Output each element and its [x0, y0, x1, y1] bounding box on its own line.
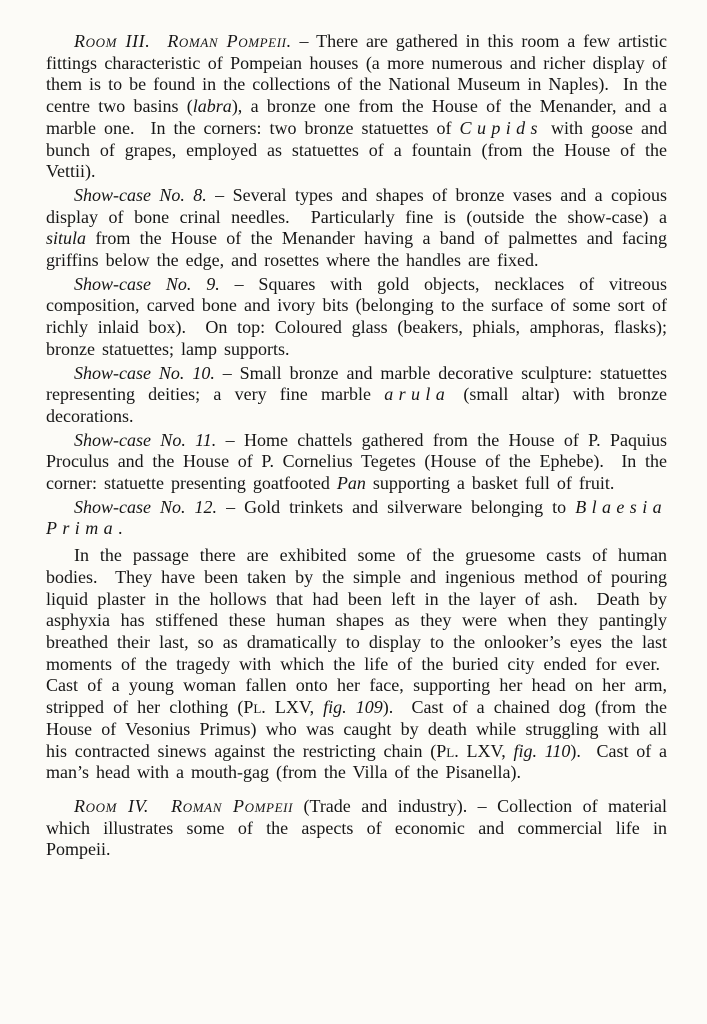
text-run: – Small bronze and marble decorative sculpture: statuettes representing deities; a very fine marble — [46, 362, 667, 405]
text-run: In the passage there are exhibited some of the gruesome casts of human bodies. They have been taken by the simple and ingenious method of pouring liquid plaster in the hollows that had been left in the layer of ash. Death by asphyxia has stiffened these human shapes as they were when they pantingly breathed their last, so as dramatically to display to the onlooker’s eyes the last moments of the tragedy with which the life of the buried city ended for ever. Cast of a young woman fallen onto her face, supporting her head on her arm, stripped of her clothing ( — [46, 545, 667, 718]
text-run: with goose and bunch of grapes, employed as statuettes of a fountain (from the House of the Vettii). — [46, 117, 668, 182]
paragraph-room-iv — [46, 796, 667, 861]
text-run: – Squares with gold objects, necklaces of vitreous composition, carved bone and ivory bits (belonging to the surface of some sort of richly inlaid box). On top: Coloured glass (beakers, phials, amphoras, flasks); bronze statuettes; lamp supports. — [46, 273, 667, 359]
paragraph-showcase-9 — [46, 274, 667, 361]
text-run: – Several types and shapes of bronze vases and a copious display of bone crinal needles. Particularly fine is (outside the show-case) a — [46, 184, 667, 227]
text-run: from the House of the Menander having a band of palmettes and facing griffins below the edge, and rosettes where the handles are fixed. — [46, 228, 667, 271]
text-run: situla — [46, 228, 87, 249]
text-run: Show-case No. 8. — [74, 184, 207, 205]
text-run: labra — [192, 96, 232, 117]
text-run: fig. 109 — [323, 697, 383, 718]
text-run: LXV, — [265, 697, 324, 718]
text-run: Show-case No. 12. — [74, 496, 218, 517]
text-run: Cupids — [459, 117, 543, 138]
text-run: (small altar) with bronze decorations. — [46, 384, 667, 426]
text-run: Show-case No. 10. — [74, 362, 215, 383]
text-run: ), a bronze one from the House of the Menander, and a marble one. In the corners: two bronze statuettes of — [46, 96, 667, 138]
text-run: (Trade and industry). – Collection of material which illustrates some of the aspects of economic and commercial life in Pompeii. — [46, 795, 667, 860]
text-run: Pl. — [436, 740, 459, 761]
text-run: ). Cast of a chained dog (from the House of Vesonius Primus) who was caught by death while struggling with all his contracted sinews against the restricting chain ( — [46, 697, 667, 761]
text-run: – Home chattels gathered from the House of P. Paquius Proculus and the House of P. Cornelius Tegetes (House of the Ephebe). In the corner: statuette presenting goatfooted — [46, 429, 667, 494]
paragraph-showcase-10 — [46, 363, 667, 428]
paragraph-showcase-12 — [46, 497, 667, 540]
text-run: arula — [384, 384, 451, 405]
text-run: ). Cast of a man’s head with a mouth-gag (from the Villa of the Pisanella). — [46, 740, 667, 783]
text-run: Pan — [336, 473, 366, 494]
text-run: fig. 110 — [513, 740, 571, 761]
text-run: – Gold trinkets and silverware belonging to — [217, 496, 576, 517]
text-run: LXV, — [458, 740, 514, 761]
paragraph-showcase-8 — [46, 185, 667, 272]
paragraph-casts-passage — [46, 545, 667, 784]
text-run: supporting a basket full of fruit. — [365, 473, 615, 494]
text-run: – There are gathered in this room a few artistic fittings characteristic of Pompeian houses (a more numerous and richer display of them is to be found in the collections of the National Museum in Naples). In the centre two basins ( — [46, 31, 667, 117]
text-run: Room III. Roman Pompeii. — [74, 31, 292, 51]
text-run: Show-case No. 9. — [74, 273, 220, 294]
text-run: Show-case No. 11. — [74, 429, 217, 450]
text-run: . — [118, 518, 123, 539]
text-run: Pl. — [243, 697, 266, 718]
paragraph-showcase-11 — [46, 430, 667, 495]
text-run: Room IV. Roman Pompeii — [74, 795, 293, 816]
text-run: Blaesia Prima — [46, 496, 667, 539]
paragraph-room-iii — [46, 31, 667, 183]
